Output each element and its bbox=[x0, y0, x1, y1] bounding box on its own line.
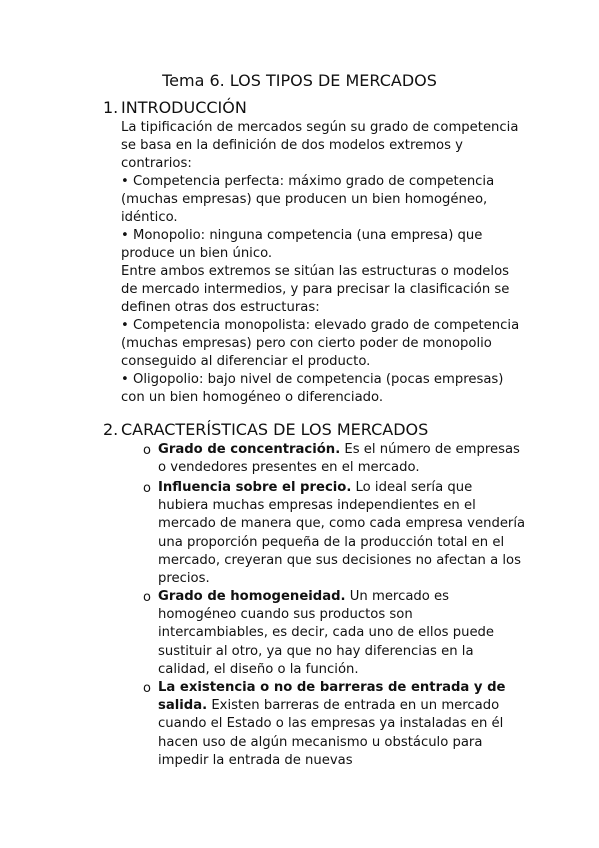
list-item-barreras bbox=[158, 679, 526, 770]
list-bullet: o bbox=[143, 681, 151, 696]
section-number: 2. bbox=[103, 420, 119, 439]
intro-paragraph: La tipificación de mercados según su grado de competencia se basa en la definición de dos modelos extremos y contrarios: bbox=[121, 120, 519, 171]
intermediate-paragraph: Entre ambos extremos se sitúan las estructuras o modelos de mercado intermedios, y para precisar la clasificación se definen otras dos estructuras: bbox=[121, 264, 510, 315]
list-item-grado-concentracion bbox=[158, 441, 526, 477]
list-item-influencia-precio bbox=[158, 479, 526, 588]
list-bullet: o bbox=[143, 443, 151, 458]
bullet-competencia-monopolista: • Competencia monopolista: elevado grado de competencia (muchas empresas) pero con cierto poder de monopolio conseguido al diferenciar el producto. bbox=[121, 318, 520, 369]
section-title: CARACTERÍSTICAS DE LOS MERCADOS bbox=[121, 420, 429, 439]
item-text: Lo ideal sería que hubiera muchas empresas independientes en el mercado de manera que, como cada empresa vendería una proporción pequeña de la producción total en el mercado, creyeran que sus decisiones no afectan a los precios. bbox=[158, 480, 526, 587]
list-bullet: o bbox=[143, 590, 151, 605]
section-title: INTRODUCCIÓN bbox=[121, 98, 247, 117]
bullet-competencia-perfecta: • Competencia perfecta: máximo grado de competencia (muchas empresas) que producen un bien homogéneo, idéntico. bbox=[121, 174, 495, 225]
introduccion-body bbox=[121, 119, 521, 407]
item-text: Un mercado es homogéneo cuando sus productos son intercambiables, es decir, cada uno de ellos puede sustituir al otro, ya que no hay diferencias en la calidad, el diseño o la función. bbox=[158, 589, 495, 677]
item-term: Influencia sobre el precio. bbox=[158, 480, 352, 495]
document-title: Tema 6. LOS TIPOS DE MERCADOS bbox=[162, 71, 437, 90]
bullet-monopolio: • Monopolio: ninguna competencia (una empresa) que produce un bien único. bbox=[121, 228, 483, 261]
item-term: Grado de homogeneidad. bbox=[158, 589, 346, 604]
item-text: Es el número de empresas o vendedores presentes en el mercado. bbox=[158, 442, 520, 476]
list-bullet: o bbox=[143, 481, 151, 496]
section-heading-caracteristicas bbox=[103, 420, 428, 439]
section-heading-introduccion bbox=[103, 98, 247, 117]
list-item-grado-homogeneidad bbox=[158, 588, 526, 679]
item-term: Grado de concentración. bbox=[158, 442, 341, 457]
section-number: 1. bbox=[103, 98, 119, 117]
item-text: Existen barreras de entrada en un mercado cuando el Estado o las empresas ya instaladas en él hacen uso de algún mecanismo u obstáculo para impedir la entrada de nuevas bbox=[158, 698, 504, 768]
bullet-oligopolio: • Oligopolio: bajo nivel de competencia (pocas empresas) con un bien homogéneo o diferenciado. bbox=[121, 372, 504, 405]
item-term: La existencia o no de barreras de entrada y de salida. bbox=[158, 680, 506, 714]
